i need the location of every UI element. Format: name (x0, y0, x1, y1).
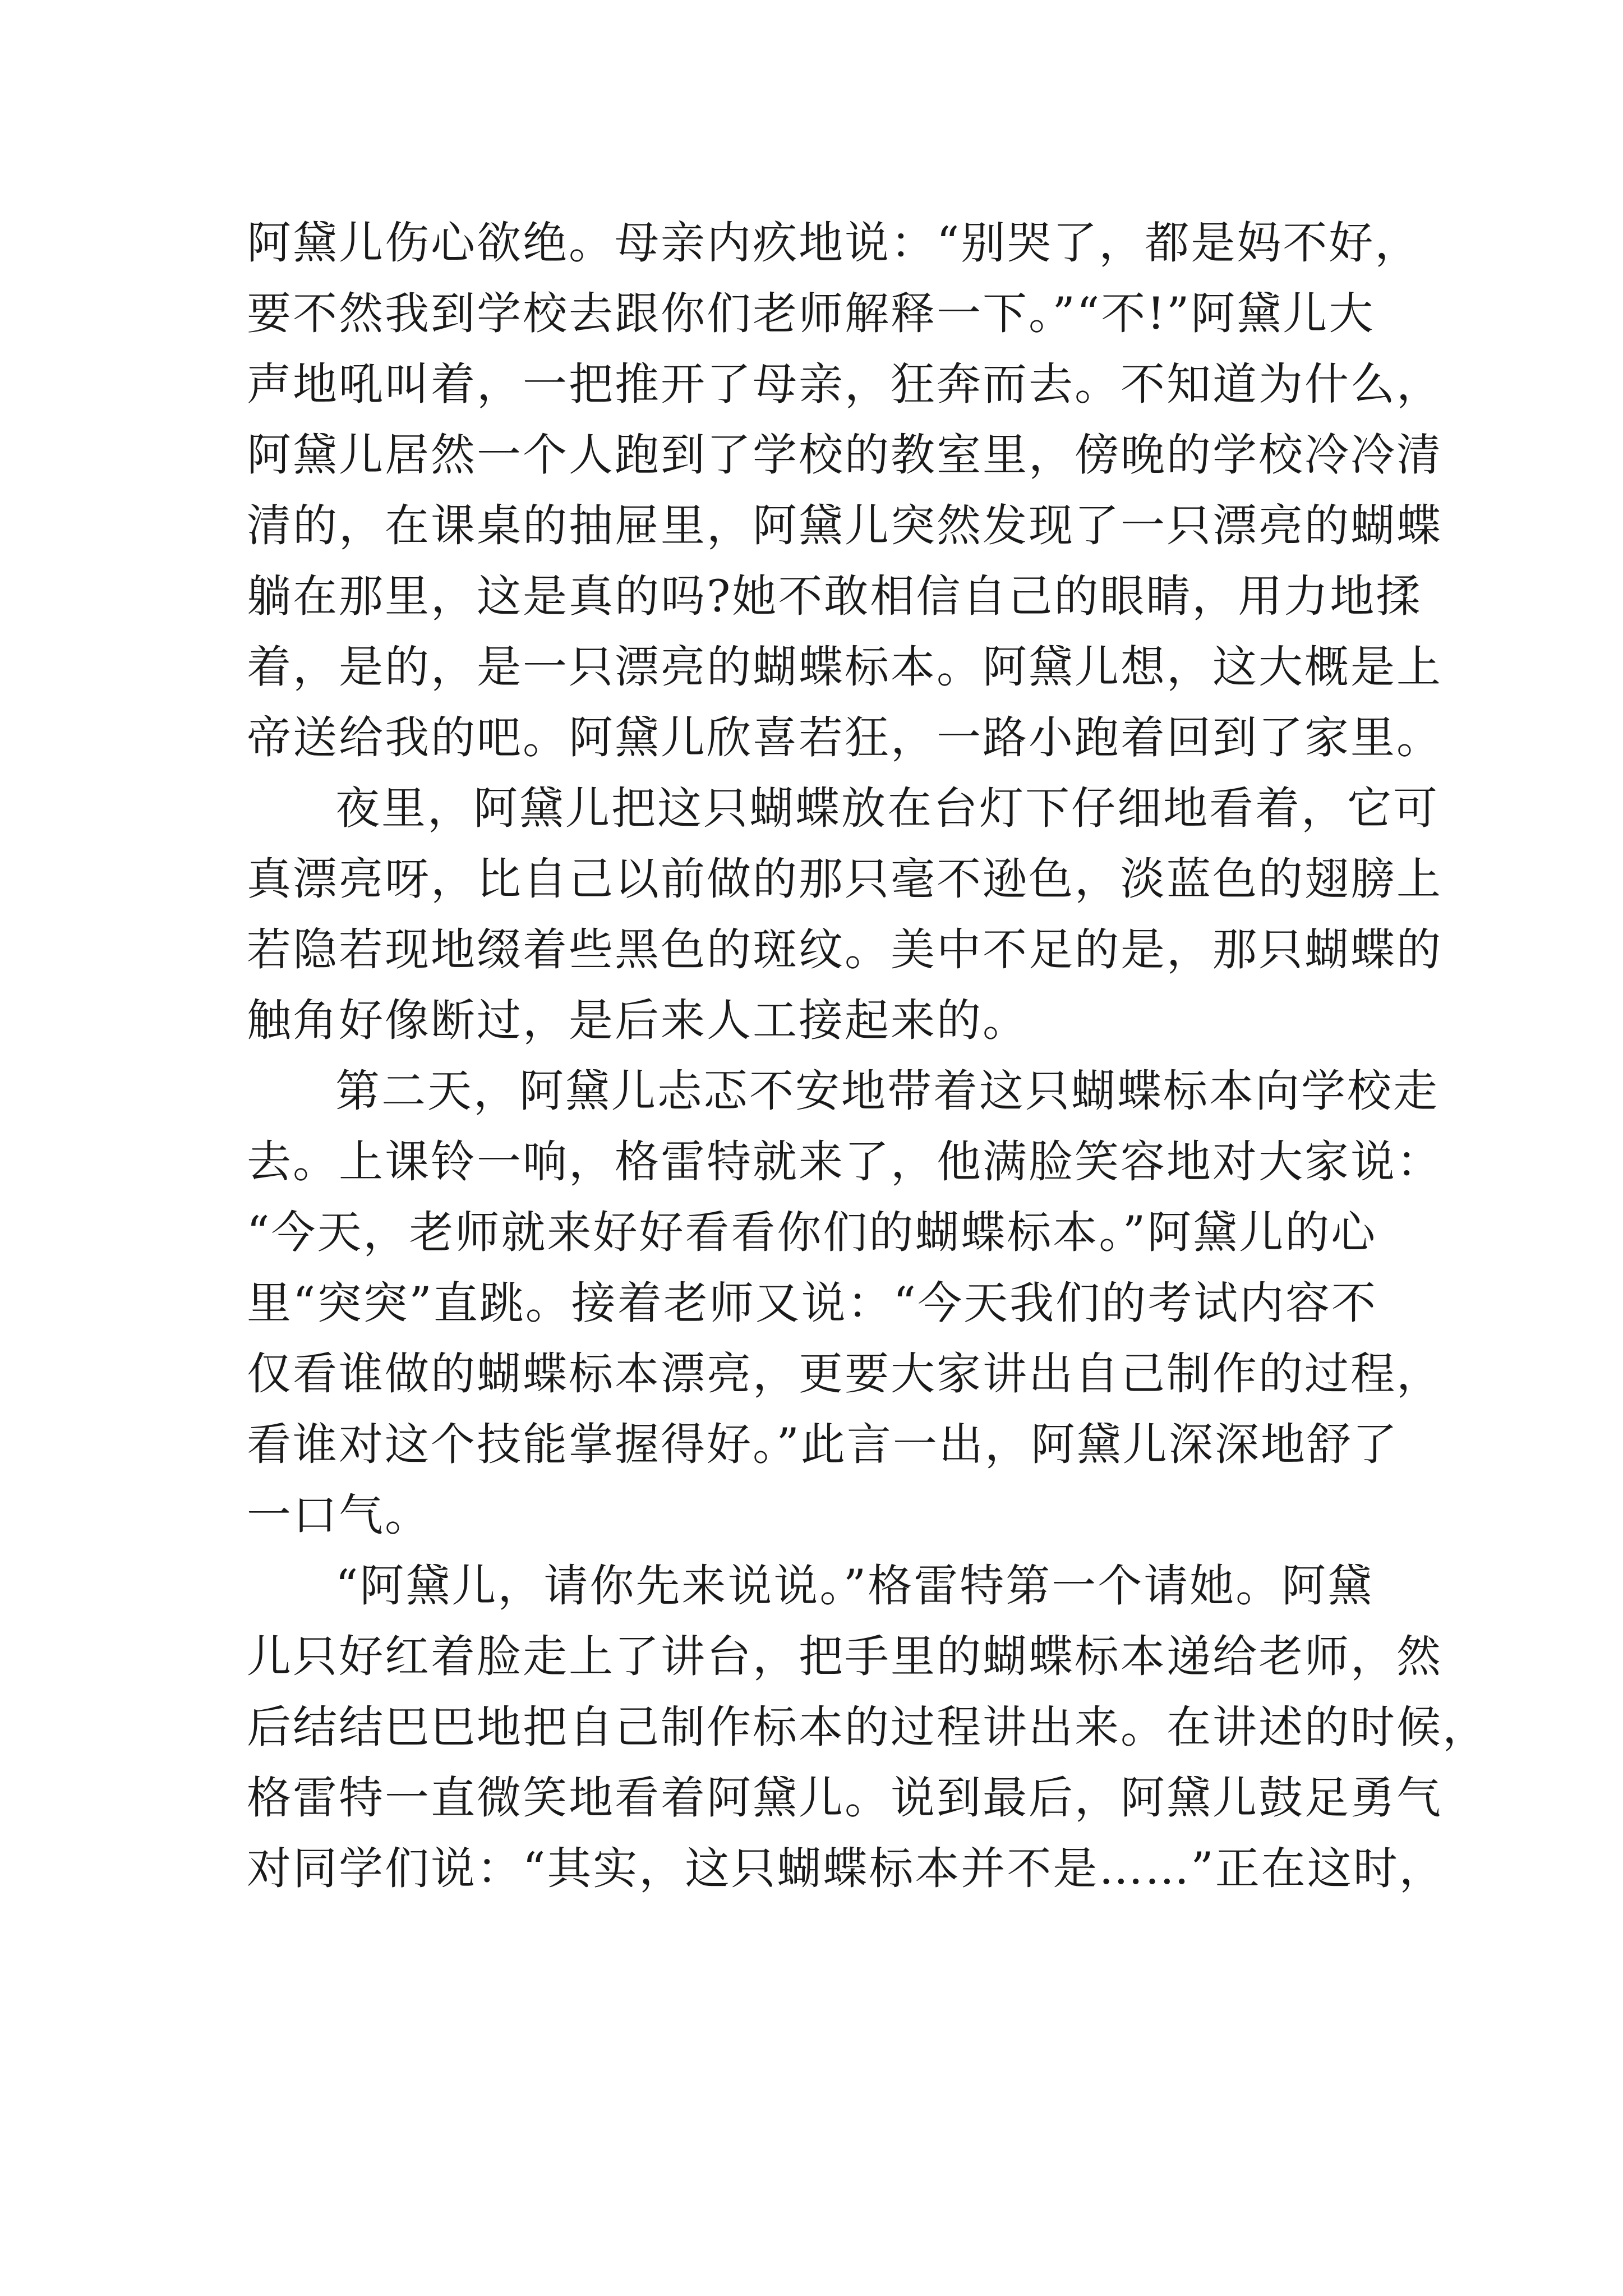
text-line: 清的，在课桌的抽屉里，阿黛儿突然发现了一只漂亮的蝴蝶 (247, 500, 1442, 551)
text-line: 里“突突”直跳。接着老师又说：“今天我们的考试内容不 (247, 1277, 1378, 1329)
text-line: 对同学们说：“其实，这只蝴蝶标本并不是……”正在这时， (247, 1843, 1445, 1894)
text-line: 要不然我到学校去跟你们老师解释一下。”“不!”阿黛儿大 (247, 288, 1375, 339)
text-line: 后结结巴巴地把自己制作标本的过程讲出来。在讲述的时候， (247, 1701, 1488, 1753)
text-line: “今天，老师就来好好看看你们的蝴蝶标本。”阿黛儿的心 (247, 1207, 1377, 1258)
paragraph-first-line: 第二天，阿黛儿忐忑不安地带着这只蝴蝶标本向学校走 (335, 1065, 1439, 1117)
text-line: 格雷特一直微笑地看着阿黛儿。说到最后，阿黛儿鼓足勇气 (247, 1772, 1442, 1824)
body-text (247, 208, 1488, 1904)
text-line: 儿只好红着脸走上了讲台，把手里的蝴蝶标本递给老师，然 (247, 1631, 1442, 1682)
paragraph-first-line: “阿黛儿，请你先来说说。”格雷特第一个请她。阿黛 (335, 1560, 1374, 1612)
text-line: 若隐若现地缀着些黑色的斑纹。美中不足的是，那只蝴蝶的 (247, 924, 1442, 976)
paragraph-first-line: 夜里，阿黛儿把这只蝴蝶放在台灯下仔细地看着，它可 (335, 783, 1439, 834)
text-line: 去。上课铃一响，格雷特就来了，他满脸笑容地对大家说： (247, 1136, 1442, 1188)
text-line: 看谁对这个技能掌握得好。”此言一出，阿黛儿深深地舒了 (247, 1419, 1399, 1470)
text-line: 一口气。 (247, 1489, 431, 1541)
text-line: 阿黛儿居然一个人跑到了学校的教室里，傍晚的学校冷冷清 (247, 429, 1442, 481)
text-line: 阿黛儿伤心欲绝。母亲内疚地说：“别哭了，都是妈不好， (247, 217, 1421, 269)
text-line: 真漂亮呀，比自己以前做的那只毫不逊色，淡蓝色的翅膀上 (247, 853, 1442, 905)
text-line: 触角好像断过，是后来人工接起来的。 (247, 995, 1029, 1046)
text-line: 声地吼叫着，一把推开了母亲，狂奔而去。不知道为什么， (247, 358, 1442, 410)
text-line: 仅看谁做的蝴蝶标本漂亮，更要大家讲出自己制作的过程， (247, 1348, 1442, 1400)
text-line: 着，是的，是一只漂亮的蝴蝶标本。阿黛儿想，这大概是上 (247, 641, 1442, 693)
text-line: 帝送给我的吧。阿黛儿欣喜若狂，一路小跑着回到了家里。 (247, 712, 1442, 763)
text-line: 躺在那里，这是真的吗?她不敢相信自己的眼睛，用力地揉 (247, 570, 1422, 622)
